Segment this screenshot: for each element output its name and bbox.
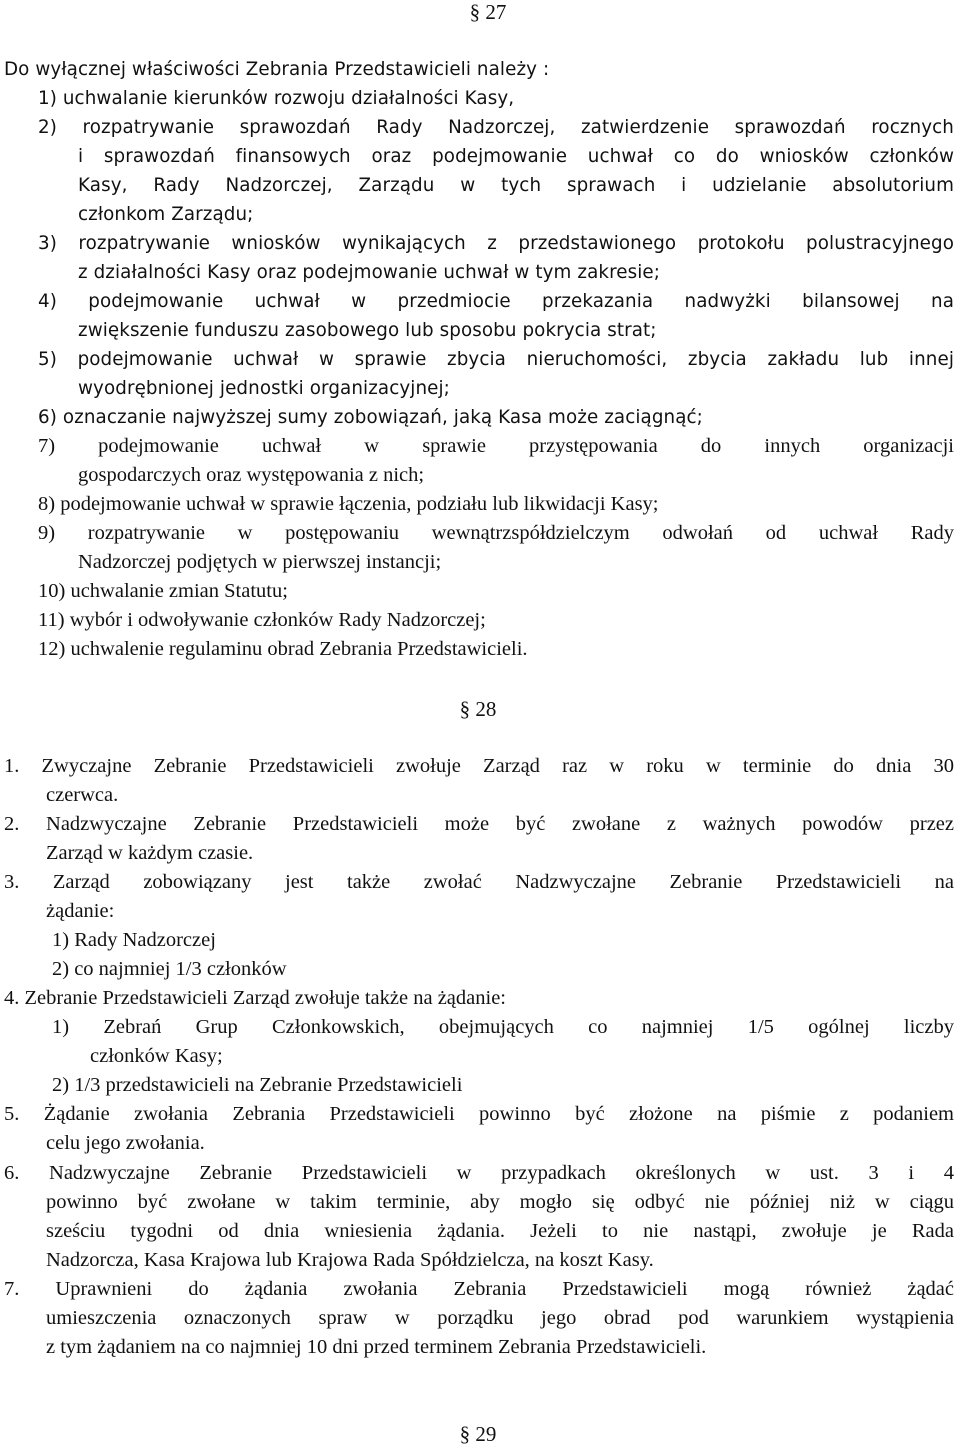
s28-point-5-cont: celu jego zwołania. — [46, 1132, 205, 1154]
s28-point-2-cont: Zarząd w każdym czasie. — [46, 842, 254, 864]
s28-point-4-sub-2: 2) 1/3 przedstawicieli na Zebranie Przedstawicieli — [52, 1074, 463, 1096]
s28-point-5: 5. Żądanie zwołania Zebrania Przedstawicieli powinno być złożone na piśmie z podaniem — [4, 1103, 954, 1125]
s28-point-6-cont: sześciu tygodni od dnia wniesienia żądania. Jeżeli to nie nastąpi, zwołuje je Rada — [46, 1220, 954, 1242]
section-heading-29: § 29 — [459, 1422, 497, 1446]
s28-point-1-cont: czerwca. — [46, 784, 119, 806]
s27-item-7-cont: gospodarczych oraz występowania z nich; — [78, 464, 425, 486]
s27-item-5: 5) podejmowanie uchwał w sprawie zbycia nieruchomości, zbycia zakładu lub innej — [38, 349, 954, 370]
s28-point-3: 3. Zarząd zobowiązany jest także zwołać Nadzwyczajne Zebranie Przedstawicieli na — [4, 871, 954, 893]
s28-point-4: 4. Zebranie Przedstawicieli Zarząd zwołuje także na żądanie: — [4, 987, 506, 1009]
s27-item-2-cont: i sprawozdań finansowych oraz podejmowanie uchwał co do wniosków członków — [78, 146, 954, 167]
s27-intro: Do wyłącznej właściwości Zebrania Przedstawicieli należy : — [4, 59, 550, 80]
s28-point-4-sub-1-cont: członków Kasy; — [90, 1045, 223, 1067]
s27-item-11: 11) wybór i odwoływanie członków Rady Nadzorczej; — [38, 609, 486, 631]
s27-item-2: 2) rozpatrywanie sprawozdań Rady Nadzorczej, zatwierdzenie sprawozdań rocznych — [38, 117, 954, 138]
s28-point-3-sub-2: 2) co najmniej 1/3 członków — [52, 958, 287, 980]
s27-item-3: 3) rozpatrywanie wniosków wynikających z przedstawionego protokołu polustracyjnego — [38, 233, 954, 254]
s27-item-12: 12) uchwalenie regulaminu obrad Zebrania Przedstawicieli. — [38, 638, 528, 660]
s28-point-3-sub-1: 1) Rady Nadzorczej — [52, 929, 216, 951]
s27-item-10: 10) uchwalanie zmian Statutu; — [38, 580, 288, 602]
s28-point-6-cont: Nadzorcza, Kasa Krajowa lub Krajowa Rada Spółdzielcza, na koszt Kasy. — [46, 1249, 654, 1271]
s28-point-2: 2. Nadzwyczajne Zebranie Przedstawicieli może być zwołane z ważnych powodów przez — [4, 813, 954, 835]
s27-item-3-cont: z działalności Kasy oraz podejmowanie uchwał w tym zakresie; — [78, 262, 661, 283]
section-heading-28: § 28 — [459, 697, 497, 721]
s28-point-7: 7. Uprawnieni do żądania zwołania Zebrania Przedstawicieli mogą również żądać — [4, 1278, 954, 1300]
s28-point-7-cont: z tym żądaniem na co najmniej 10 dni przed terminem Zebrania Przedstawicieli. — [46, 1336, 707, 1358]
s27-item-2-cont: Kasy, Rady Nadzorczej, Zarządu w tych sprawach i udzielanie absolutorium — [78, 175, 954, 196]
s28-point-6: 6. Nadzwyczajne Zebranie Przedstawicieli w przypadkach określonych w ust. 3 i 4 — [4, 1162, 954, 1184]
s27-item-8: 8) podejmowanie uchwał w sprawie łączenia, podziału lub likwidacji Kasy; — [38, 493, 659, 515]
s28-point-6-cont: powinno być zwołane w takim terminie, aby mogło się odbyć nie później niż w ciągu — [46, 1191, 954, 1213]
s28-point-3-cont: żądanie: — [46, 900, 115, 922]
s27-item-7: 7) podejmowanie uchwał w sprawie przystępowania do innych organizacji — [38, 435, 954, 457]
s28-point-7-cont: umieszczenia oznaczonych spraw w porządku jego obrad pod warunkiem wystąpienia — [46, 1307, 954, 1329]
s28-point-1: 1. Zwyczajne Zebranie Przedstawicieli zwołuje Zarząd raz w roku w terminie do dnia 30 — [4, 755, 954, 777]
section-heading-27: § 27 — [469, 0, 507, 24]
s27-item-4: 4) podejmowanie uchwał w przedmiocie przekazania nadwyżki bilansowej na — [38, 291, 954, 312]
s28-point-4-sub-1: 1) Zebrań Grup Członkowskich, obejmujących co najmniej 1/5 ogólnej liczby — [52, 1016, 954, 1038]
s27-item-1: 1) uchwalanie kierunków rozwoju działalności Kasy, — [38, 88, 515, 109]
s27-item-2-cont: członkom Zarządu; — [78, 204, 254, 225]
s27-item-9-cont: Nadzorczej podjętych w pierwszej instancji; — [78, 551, 442, 573]
s27-item-9: 9) rozpatrywanie w postępowaniu wewnątrzspółdzielczym odwołań od uchwał Rady — [38, 522, 954, 544]
s27-item-6: 6) oznaczanie najwyższej sumy zobowiązań, jaką Kasa może zaciągnąć; — [38, 407, 703, 428]
s27-item-4-cont: zwiększenie funduszu zasobowego lub sposobu pokrycia strat; — [78, 320, 657, 341]
s27-item-5-cont: wyodrębnionej jednostki organizacyjnej; — [78, 378, 450, 399]
